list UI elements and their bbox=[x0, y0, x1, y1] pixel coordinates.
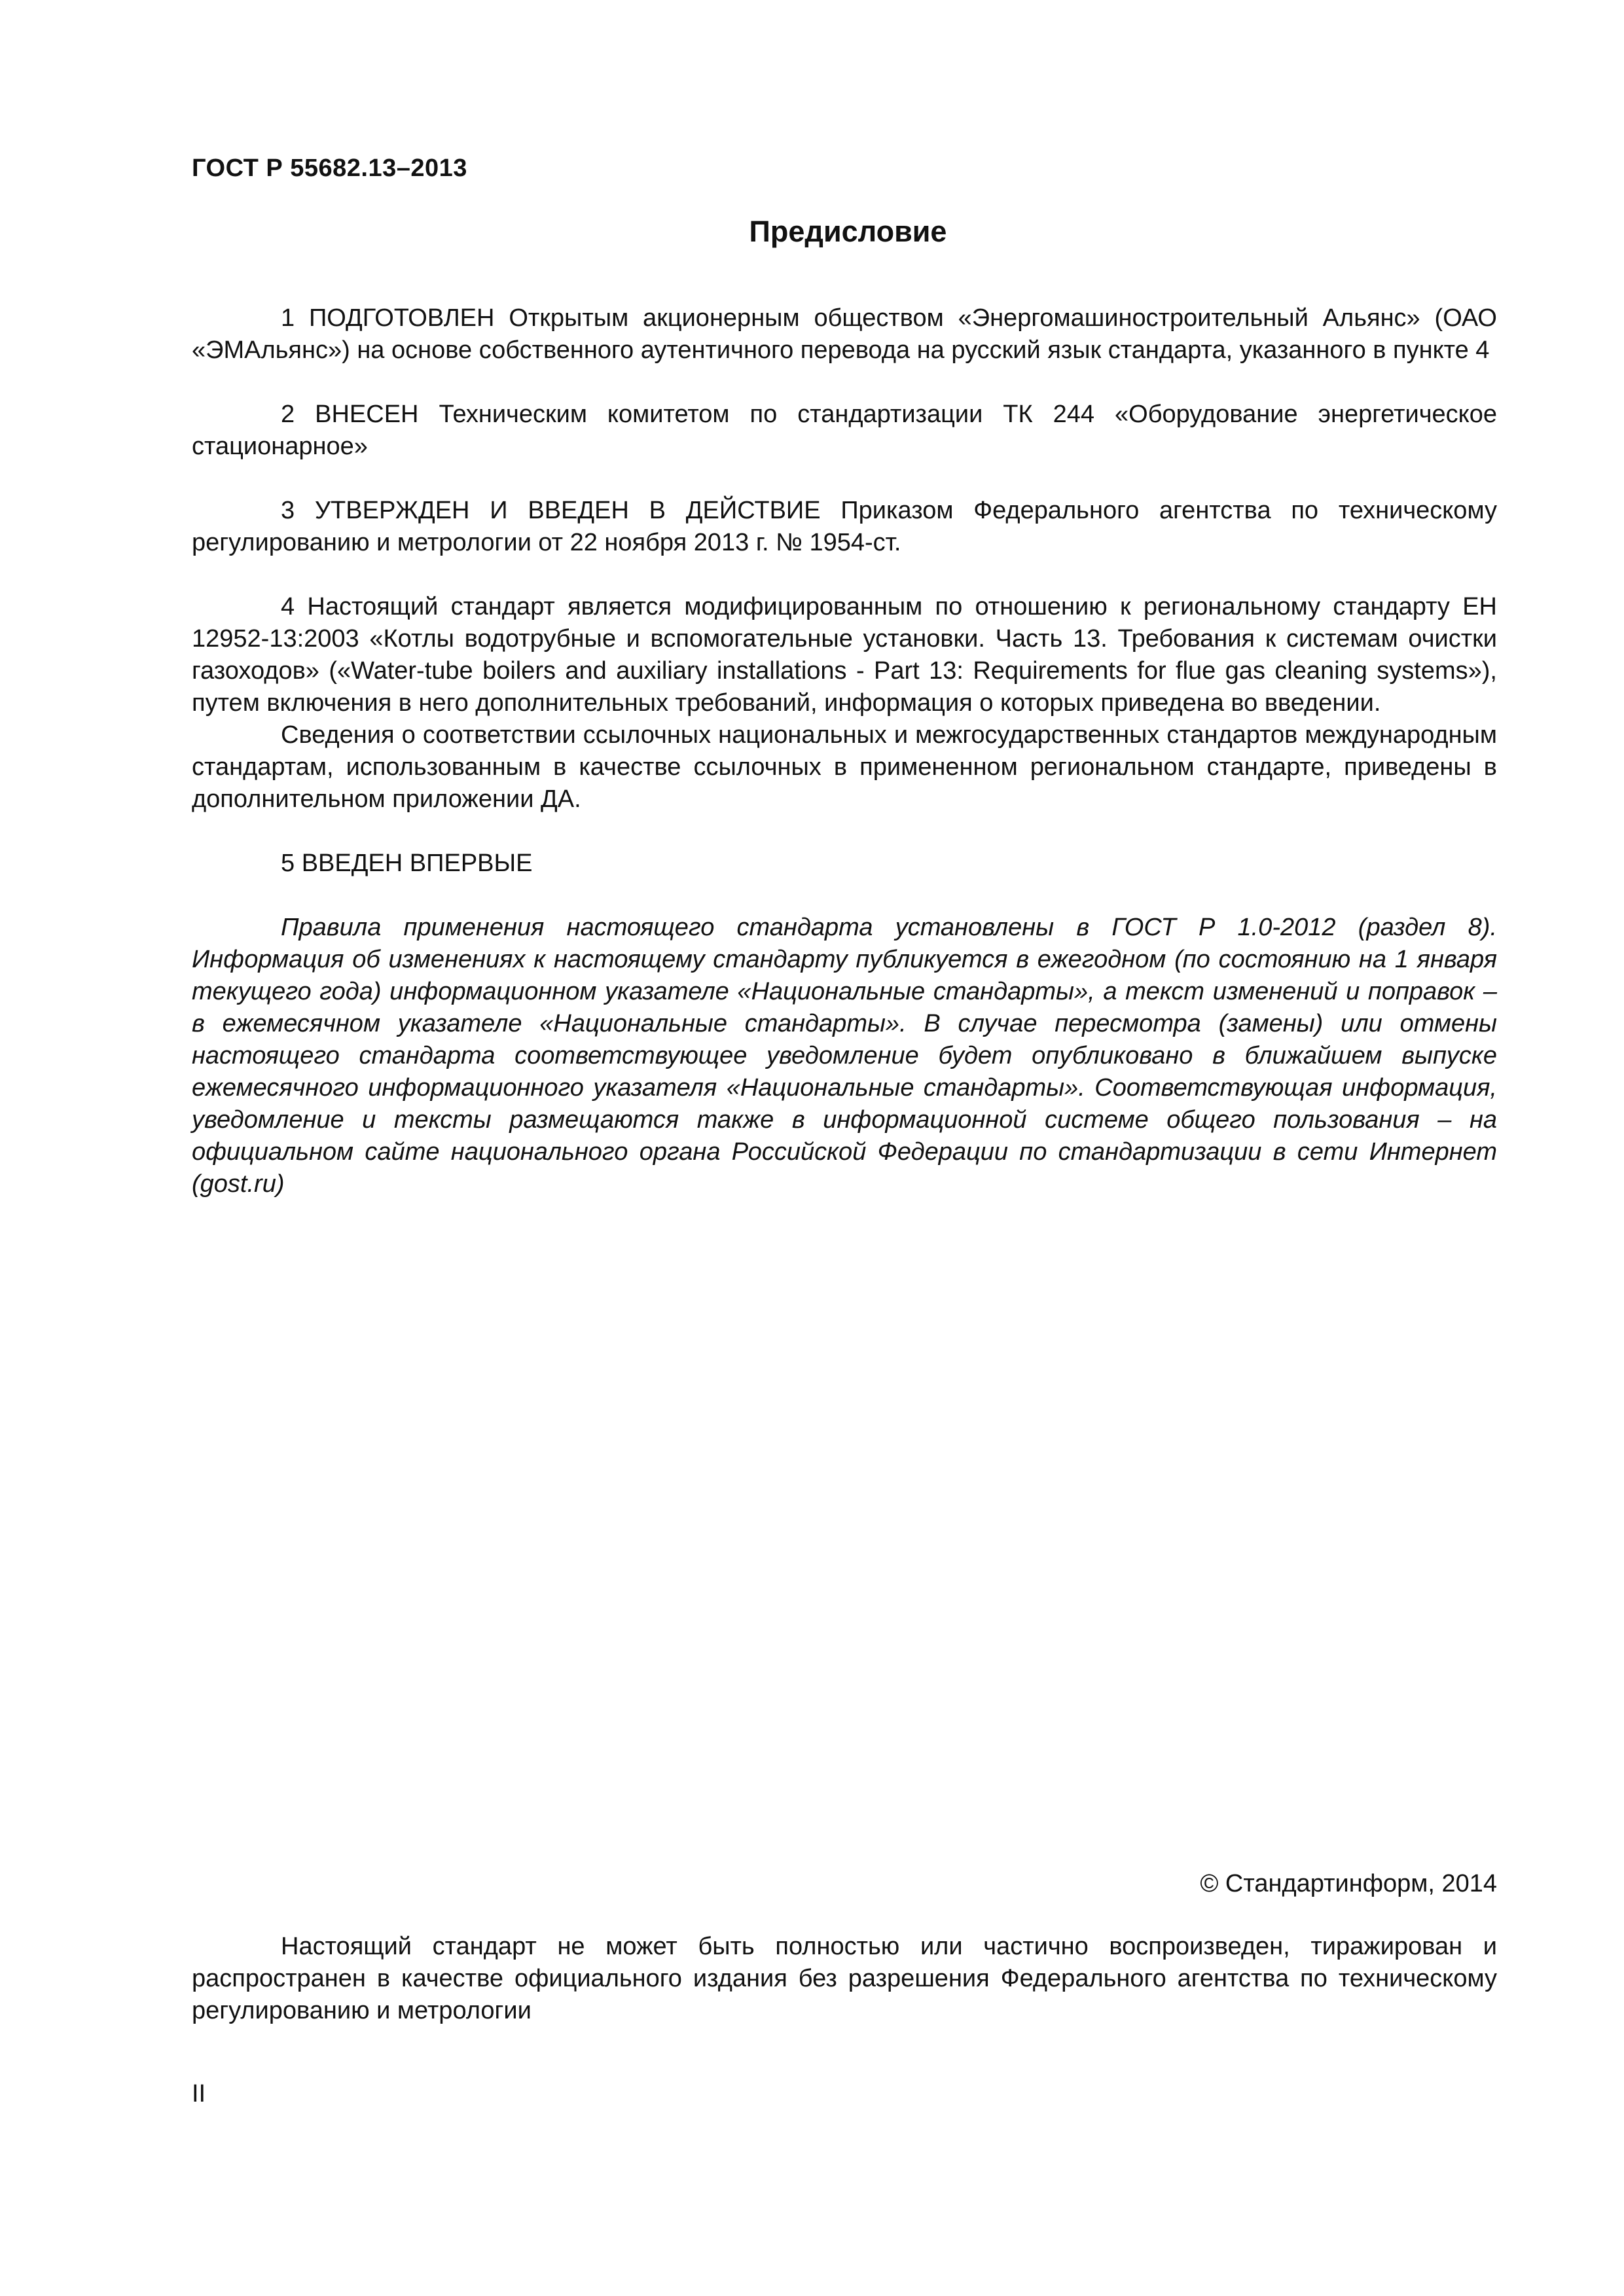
standard-code-header: ГОСТ Р 55682.13–2013 bbox=[192, 154, 467, 182]
paragraph-modified-standard: 4 Настоящий стандарт является модифицированным по отношению к региональному стандарту ЕН 12952-13:2003 «Котлы водотрубные и вспомогательные установки. Часть 13. Требования к системам очистки газоходов» («Water-tube boilers and auxiliary installations - Part 13: Requirements for flue gas cleaning systems»), путем включения в него дополнительных требований, информация о которых приведена во введении. bbox=[192, 593, 1497, 717]
paragraph-first-introduced: 5 ВВЕДЕН ВПЕРВЫЕ bbox=[281, 850, 533, 877]
paragraph-reference-info: Сведения о соответствии ссылочных национальных и межгосударственных стандартов международным стандартам, использованным в качестве ссылочных в примененном региональном стандарте, приведены в дополнительном приложении ДА. bbox=[192, 721, 1497, 813]
page-number: II bbox=[192, 2080, 206, 2108]
paragraph-application-rules: Правила применения настоящего стандарта установлены в ГОСТ Р 1.0-2012 (раздел 8). Информация об изменениях к настоящему стандарту публикуется в ежегодном (по состоянию на 1 января текущего года) информационном указателе «Национальные стандарты», а текст изменений и поправок – в ежемесячном указателе «Национальные стандарты». В случае пересмотра (замены) или отмены настоящего стандарта соответствующее уведомление будет опубликовано в ближайшем выпуске ежемесячного информационного указателя «Национальные стандарты». Соответствующая информация, уведомление и тексты размещаются также в информационной системе общего пользования – на официальном сайте национального органа Российской Федерации по стандартизации в сети Интернет (gost.ru) bbox=[192, 914, 1497, 1198]
reproduction-notice bbox=[192, 1931, 1497, 2027]
page-title: Предисловие bbox=[749, 215, 947, 248]
foreword-body bbox=[192, 302, 1497, 1200]
paragraph-introduced: 2 ВНЕСЕН Техническим комитетом по стандартизации ТК 244 «Оборудование энергетическое стационарное» bbox=[192, 401, 1497, 460]
copyright-notice: © Стандартинформ, 2014 bbox=[1200, 1870, 1497, 1897]
paragraph-prepared: 1 ПОДГОТОВЛЕН Открытым акционерным обществом «Энергомашиностроительный Альянс» (ОАО «ЭМАльянс») на основе собственного аутентичного перевода на русский язык стандарта, указанного в пункте 4 bbox=[192, 304, 1497, 364]
paragraph-approved: 3 УТВЕРЖДЕН И ВВЕДЕН В ДЕЙСТВИЕ Приказом Федерального агентства по техническому регулированию и метрологии от 22 ноября 2013 г. № 1954-ст. bbox=[192, 497, 1497, 556]
reproduction-notice-text: Настоящий стандарт не может быть полностью или частично воспроизведен, тиражирован и распространен в качестве официального издания без разрешения Федерального агентства по техническому регулированию и метрологии bbox=[192, 1933, 1497, 2024]
